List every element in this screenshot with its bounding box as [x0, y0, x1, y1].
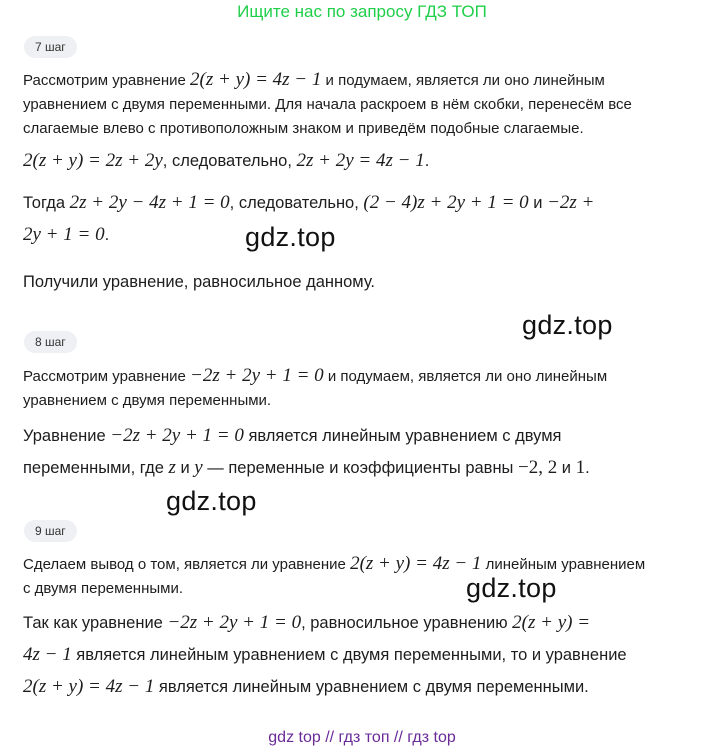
watermark: gdz.top — [522, 310, 613, 340]
step-8-paragraph-1: Рассмотрим уравнение −2z + 2y + 1 = 0 и подумаем, является ли оно линейным уравнением с двумя переменными. — [23, 365, 608, 409]
step-9-paragraph-1: Сделаем вывод о том, является ли уравнение 2(z + y) = 4z − 1 линейным уравнением с двумя переменными. — [23, 553, 646, 597]
search-banner[interactable]: Ищите нас по запросу ГДЗ ТОП — [237, 2, 487, 21]
step-8-paragraph-2: Уравнение −2z + 2y + 1 = 0 является линейным уравнением с двумя переменными, где z и y — переменные и коэффициенты равны −2, 2 и 1. — [23, 425, 590, 478]
step-8-label: 8 шаг — [24, 331, 77, 353]
watermark: gdz.top — [245, 222, 336, 252]
step-9-paragraph-2: Так как уравнение −2z + 2y + 1 = 0, равносильное уравнению 2(z + y) = 4z − 1 является линейным уравнением с двумя переменными, то и уравнение 2(z + y) = 4z − 1 является линейным уравнением с двумя переменными. — [23, 612, 627, 697]
watermark: gdz.top — [466, 573, 557, 603]
step-7-label: 7 шаг — [24, 36, 77, 58]
footer-links[interactable]: gdz top // гдз топ // гдз top — [268, 729, 456, 746]
step-9-label: 9 шаг — [24, 520, 77, 542]
step-7-paragraph-3: Тогда 2z + 2y − 4z + 1 = 0, следовательно, (2 − 4)z + 2y + 1 = 0 и −2z + 2y + 1 = 0. — [23, 192, 595, 245]
watermark: gdz.top — [166, 486, 257, 516]
step-7-paragraph-2: 2(z + y) = 2z + 2y, следовательно, 2z + 2y = 4z − 1. — [23, 150, 430, 171]
step-7-paragraph-4: Получили уравнение, равносильное данному. — [23, 273, 376, 291]
step-7-paragraph-1: Рассмотрим уравнение 2(z + y) = 4z − 1 и подумаем, является ли оно линейным уравнением с двумя переменными. Для начала раскроем в нём скобки, перенесём все слагаемые влево с противоположным знаком и приведём подобные слагаемые. — [23, 69, 632, 137]
